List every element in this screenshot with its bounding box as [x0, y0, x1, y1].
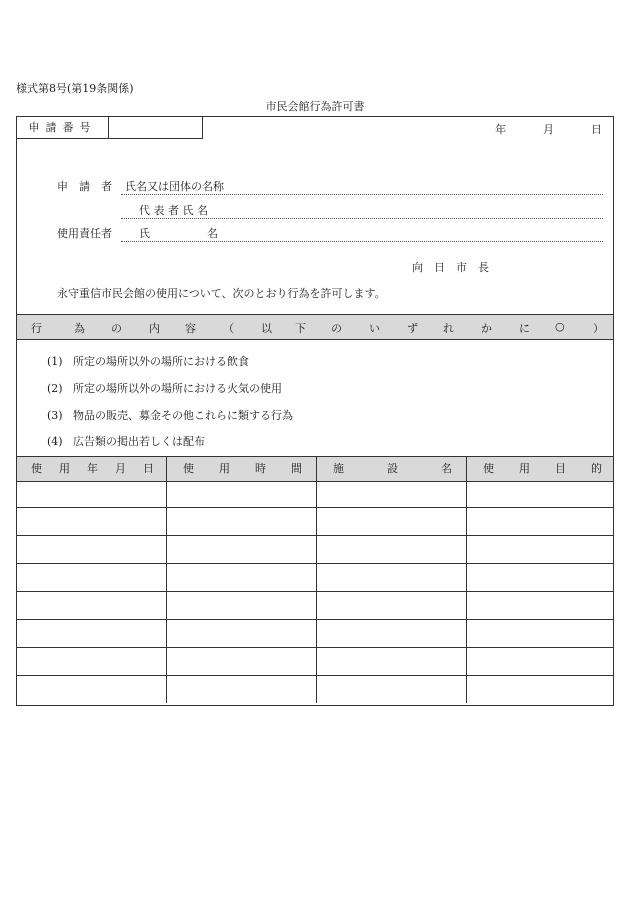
- act-item-number: (4): [47, 435, 63, 448]
- act-item-text: 所定の場所以外の場所における飲食: [73, 355, 249, 368]
- act-header-char: 行: [31, 322, 42, 335]
- usage-purpose-cell[interactable]: [467, 480, 613, 507]
- table-row: [17, 564, 613, 592]
- facility-name-cell[interactable]: [317, 620, 467, 647]
- usage-time-cell[interactable]: [167, 676, 317, 703]
- usage-date-cell[interactable]: [17, 648, 167, 675]
- act-header-char: 内: [149, 322, 160, 335]
- date-year-label: 年: [495, 123, 506, 136]
- act-header-char: に: [519, 322, 530, 335]
- table-row: [17, 676, 613, 704]
- responsible-label: 使用責任者: [57, 227, 112, 240]
- facility-name-cell[interactable]: [317, 648, 467, 675]
- usage-time-cell[interactable]: [167, 620, 317, 647]
- act-content-header: [17, 314, 613, 340]
- permit-form: [16, 116, 614, 706]
- act-item-text: 物品の販売、募金その他これらに類する行為: [73, 409, 293, 422]
- application-number-field[interactable]: [109, 117, 202, 138]
- facility-name-cell[interactable]: [317, 508, 467, 535]
- table-row: [17, 620, 613, 648]
- act-header-char: い: [369, 322, 380, 335]
- page-title: 市民会館行為許可書: [265, 100, 365, 113]
- applicant-name-label: 氏名又は団体の名称: [125, 180, 224, 193]
- facility-name-cell[interactable]: [317, 564, 467, 591]
- table-row: [17, 480, 613, 508]
- act-header-char: ず: [407, 322, 418, 335]
- form-id: 様式第8号(第19条関係): [16, 82, 134, 95]
- usage-time-cell[interactable]: [167, 592, 317, 619]
- representative-line[interactable]: [121, 218, 603, 219]
- usage-purpose-cell[interactable]: [467, 648, 613, 675]
- facility-name-cell[interactable]: [317, 480, 467, 507]
- issuer-label: 向 日 市 長: [412, 261, 489, 274]
- usage-time-cell[interactable]: [167, 564, 317, 591]
- act-header-char: の: [331, 322, 342, 335]
- act-header-char: ○: [555, 320, 565, 333]
- act-header-char: 下: [295, 322, 306, 335]
- column-header-usage-date: 使 用 年 月 日: [17, 457, 167, 481]
- usage-purpose-cell[interactable]: [467, 508, 613, 535]
- column-header-facility-name: 施 設 名: [317, 457, 467, 481]
- responsible-name-label-1: 氏: [139, 227, 150, 240]
- applicant-name-line[interactable]: [121, 194, 603, 195]
- application-number-label: 申請番号: [17, 117, 109, 138]
- act-item-number: (2): [47, 382, 63, 395]
- table-row: [17, 648, 613, 676]
- usage-purpose-cell[interactable]: [467, 620, 613, 647]
- usage-date-cell[interactable]: [17, 620, 167, 647]
- responsible-name-label-2: 名: [207, 227, 218, 240]
- responsible-line[interactable]: [121, 241, 603, 242]
- application-number-box: [17, 117, 203, 139]
- column-header-usage-time: 使 用 時 間: [167, 457, 317, 481]
- column-header-usage-purpose: 使 用 目 的: [483, 462, 602, 475]
- usage-time-cell[interactable]: [167, 536, 317, 563]
- facility-name-cell[interactable]: [317, 676, 467, 703]
- usage-purpose-cell[interactable]: [467, 536, 613, 563]
- usage-date-cell[interactable]: [17, 564, 167, 591]
- act-header-char: か: [481, 322, 492, 335]
- representative-label: 代 表 者 氏 名: [139, 204, 208, 217]
- act-header-char: ）: [593, 322, 604, 335]
- permission-statement: 永守重信市民会館の使用について、次のとおり行為を許可します。: [57, 287, 386, 300]
- usage-date-cell[interactable]: [17, 676, 167, 703]
- table-row: [17, 508, 613, 536]
- usage-date-cell[interactable]: [17, 480, 167, 507]
- applicant-label: 申 請 者: [57, 180, 112, 193]
- act-header-char: れ: [443, 322, 454, 335]
- usage-time-cell[interactable]: [167, 648, 317, 675]
- date-day-label: 日: [591, 123, 602, 136]
- usage-time-cell[interactable]: [167, 508, 317, 535]
- table-row: [17, 536, 613, 564]
- act-header-char: 為: [74, 322, 85, 335]
- act-header-char: （: [223, 322, 234, 335]
- act-item-number: (3): [47, 409, 63, 422]
- act-item-number: (1): [47, 355, 63, 368]
- act-header-char: 以: [261, 322, 272, 335]
- usage-purpose-cell[interactable]: [467, 676, 613, 703]
- usage-table-header: [17, 456, 613, 482]
- date-month-label: 月: [543, 123, 554, 136]
- act-header-char: 容: [185, 322, 196, 335]
- act-item-text: 広告類の掲出若しくは配布: [73, 435, 205, 448]
- act-header-char: の: [111, 322, 122, 335]
- facility-name-cell[interactable]: [317, 592, 467, 619]
- act-item[interactable]: [47, 407, 293, 423]
- usage-purpose-cell[interactable]: [467, 564, 613, 591]
- act-item[interactable]: [47, 380, 282, 396]
- act-item[interactable]: [47, 433, 205, 449]
- usage-date-cell[interactable]: [17, 508, 167, 535]
- usage-time-cell[interactable]: [167, 480, 317, 507]
- act-item[interactable]: [47, 353, 249, 369]
- facility-name-cell[interactable]: [317, 536, 467, 563]
- table-row: [17, 592, 613, 620]
- usage-purpose-cell[interactable]: [467, 592, 613, 619]
- act-item-text: 所定の場所以外の場所における火気の使用: [73, 382, 282, 395]
- usage-date-cell[interactable]: [17, 536, 167, 563]
- usage-date-cell[interactable]: [17, 592, 167, 619]
